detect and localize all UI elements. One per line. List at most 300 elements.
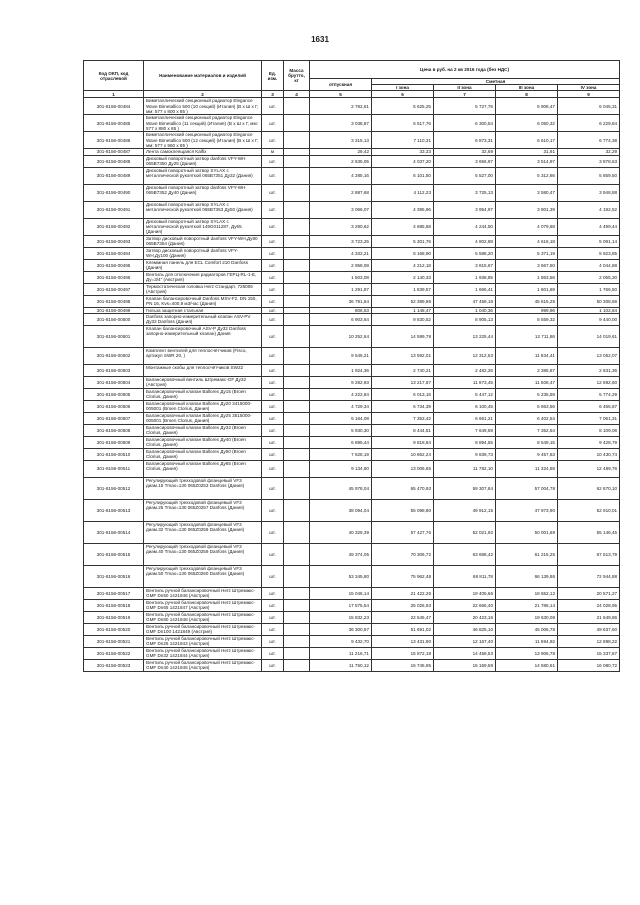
item-unit: шт.: [262, 259, 284, 271]
item-mass: [284, 448, 310, 460]
item-mass: [284, 565, 310, 587]
item-release-price: 2 887,68: [310, 184, 372, 201]
table-row: [84, 271, 620, 283]
item-zone-1-price: 51 691,02: [372, 623, 434, 635]
item-release-price: 3 066,07: [310, 201, 372, 218]
item-code: 301-8156-00496: [84, 271, 144, 283]
item-release-price: 3 290,62: [310, 218, 372, 235]
table-row: [84, 155, 620, 167]
item-code: 301-8156-00511: [84, 460, 144, 477]
item-zone-3-price: 47 973,90: [496, 499, 558, 521]
item-zone-4-price: 21 649,86: [558, 611, 620, 623]
item-zone-1-price: 9 830,52: [372, 313, 434, 325]
table-row: [84, 635, 620, 647]
item-zone-2-price: 4 802,88: [434, 235, 496, 247]
table-row: [84, 201, 620, 218]
item-zone-3-price: 57 004,78: [496, 477, 558, 499]
item-mass: [284, 388, 310, 400]
item-zone-1-price: 33,33: [372, 149, 434, 155]
item-release-price: 2 635,05: [310, 155, 372, 167]
item-zone-4-price: 6 045,31: [558, 98, 620, 115]
item-zone-2-price: 11 973,45: [434, 376, 496, 388]
item-zone-2-price: 3 815,67: [434, 259, 496, 271]
item-name: Регулирующий трехходовой фланцевый VF3 диам.50 Tmax=130 065Z0260 Danfoss (Дания): [144, 565, 262, 587]
item-code: 301-8156-00501: [84, 325, 144, 347]
item-mass: [284, 611, 310, 623]
item-name: Вентиль ручной балансировочный Herz Штремакс-GMF Dn65 1421847 (Австрия): [144, 599, 262, 611]
item-release-price: 2 958,08: [310, 259, 372, 271]
item-zone-4-price: 14 019,61: [558, 325, 620, 347]
item-zone-4-price: 5 859,50: [558, 167, 620, 184]
table-row: [84, 167, 620, 184]
item-zone-1-price: 1 839,57: [372, 283, 434, 295]
table-row: [84, 565, 620, 587]
item-mass: [284, 477, 310, 499]
item-mass: [284, 259, 310, 271]
item-mass: [284, 98, 310, 115]
item-name: Клапан балансировочный ASV-P Ду32 Danfoss запорно-измерительный клапан) Дания: [144, 325, 262, 347]
item-name: Дисковый поворотный затвор danfoss VFY-WH 065B7350 Ду25 (Дания): [144, 155, 262, 167]
item-zone-4-price: 4 499,44: [558, 218, 620, 235]
item-zone-1-price: 7 353,42: [372, 412, 434, 424]
table-row: [84, 400, 620, 412]
item-zone-4-price: 5 091,14: [558, 235, 620, 247]
item-mass: [284, 659, 310, 671]
item-zone-4-price: 6 774,38: [558, 132, 620, 149]
item-mass: [284, 635, 310, 647]
item-name: Дисковый поворотный затвор SYLAX с металлической рукояткой 065B7353 Ду50 (Дания): [144, 201, 262, 218]
item-zone-4-price: 3 878,63: [558, 155, 620, 167]
item-release-price: 11 750,12: [310, 659, 372, 671]
item-zone-1-price: 13 592,01: [372, 347, 434, 364]
header-mass: Масса брутто, кг: [284, 61, 310, 91]
item-code: 301-8156-00500: [84, 313, 144, 325]
item-unit: шт.: [262, 424, 284, 436]
item-code: 301-8156-00523: [84, 659, 144, 671]
item-code: 301-8156-00508: [84, 424, 144, 436]
item-zone-1-price: 22 545,47: [372, 611, 434, 623]
table-row: [84, 543, 620, 565]
item-code: 301-8156-00497: [84, 283, 144, 295]
item-mass: [284, 184, 310, 201]
item-mass: [284, 543, 310, 565]
table-row: [84, 283, 620, 295]
item-zone-3-price: 45 006,78: [496, 623, 558, 635]
item-name: Балансировочный клапан Ballorex Ду40 (Broen Clorius, Дания): [144, 436, 262, 448]
table-row: [84, 587, 620, 599]
item-zone-4-price: 1 102,84: [558, 307, 620, 313]
item-mass: [284, 412, 310, 424]
item-zone-1-price: 15 872,18: [372, 647, 434, 659]
item-zone-1-price: 2 140,33: [372, 271, 434, 283]
item-mass: [284, 436, 310, 448]
table-row: [84, 347, 620, 364]
item-zone-1-price: 55 098,80: [372, 499, 434, 521]
item-code: 301-8156-00517: [84, 587, 144, 599]
item-name: Клапан балансировочный Danfoss MSV-F2, DN 150, PN 16, Kvs=400,9 м3/час (Дания): [144, 295, 262, 307]
item-mass: [284, 155, 310, 167]
item-zone-4-price: 13 052,07: [558, 347, 620, 364]
item-unit: шт.: [262, 543, 284, 565]
item-mass: [284, 295, 310, 307]
item-release-price: 9 282,93: [310, 376, 372, 388]
item-zone-3-price: 5 312,66: [496, 167, 558, 184]
col-number: 2: [144, 91, 262, 98]
item-release-price: 38 094,04: [310, 499, 372, 521]
item-release-price: 10 252,64: [310, 325, 372, 347]
item-mass: [284, 347, 310, 364]
item-zone-3-price: 7 352,54: [496, 424, 558, 436]
item-release-price: 6 895,44: [310, 436, 372, 448]
item-name: Балансировочный клапан Ballorex Ду65 (Broen Clorius, Дания): [144, 460, 262, 477]
col-number: 8: [496, 91, 558, 98]
item-zone-3-price: 3 514,97: [496, 155, 558, 167]
item-release-price: 28,42: [310, 149, 372, 155]
item-code: 301-8156-00499: [84, 307, 144, 313]
item-unit: шт.: [262, 659, 284, 671]
table-row: [84, 424, 620, 436]
item-code: 301-8156-00491: [84, 201, 144, 218]
item-mass: [284, 235, 310, 247]
item-release-price: 53 345,80: [310, 565, 372, 587]
item-name: Регулирующий трехходовой фланцевый VF3 диам.32 Tmax=130 065Z0258 Danfoss (Дания): [144, 521, 262, 543]
item-name: Дисковый поворотный затвор SYLAX с металлической рукояткой 149G011287, Ду65 (Дания): [144, 218, 262, 235]
item-zone-3-price: 5 908,47: [496, 98, 558, 115]
item-zone-2-price: 49 912,15: [434, 499, 496, 521]
item-code: 301-8156-00522: [84, 647, 144, 659]
item-name: Дисковый поворотный затвор SYLAX с металлической рукояткой 065B7351 Ду32 (Дания): [144, 167, 262, 184]
item-zone-4-price: 7 061,31: [558, 412, 620, 424]
item-unit: шт.: [262, 623, 284, 635]
item-zone-4-price: 6 229,84: [558, 115, 620, 132]
table-row: [84, 115, 620, 132]
item-name: Комплект вентилей для теплосчётчиков (Fisco, артикул SWR 20, ): [144, 347, 262, 364]
item-zone-4-price: 15 337,67: [558, 647, 620, 659]
item-zone-4-price: 4 192,52: [558, 201, 620, 218]
item-zone-4-price: 5 923,85: [558, 247, 620, 259]
item-name: Регулирующий трехходовой фланцевый VF3 диам.40 Tmax=130 065Z0259 Danfoss (Дания): [144, 543, 262, 565]
item-zone-2-price: 63 688,42: [434, 543, 496, 565]
item-mass: [284, 376, 310, 388]
item-unit: шт.: [262, 247, 284, 259]
item-zone-4-price: 1 766,50: [558, 283, 620, 295]
item-zone-1-price: 9 818,84: [372, 436, 434, 448]
item-zone-4-price: 3 948,88: [558, 184, 620, 201]
item-release-price: 806,53: [310, 307, 372, 313]
item-code: 301-8156-00484: [84, 98, 144, 115]
item-release-price: 45 978,04: [310, 477, 372, 499]
item-zone-2-price: 3 954,97: [434, 201, 496, 218]
item-release-price: 1 503,08: [310, 271, 372, 283]
item-zone-4-price: 2 055,30: [558, 271, 620, 283]
item-code: 301-8156-00486: [84, 132, 144, 149]
item-zone-1-price: 5 301,76: [372, 235, 434, 247]
item-mass: [284, 218, 310, 235]
item-zone-4-price: 9 428,79: [558, 436, 620, 448]
item-zone-3-price: 21 786,14: [496, 599, 558, 611]
item-name: Биметаллический секционный радиатор Elegance Wave Bimetallico 500 (12 секций) (Италия) (В х Ш х Г, мм: 577 х 960 х 85 ): [144, 132, 262, 149]
item-zone-1-price: 1 148,47: [372, 307, 434, 313]
item-unit: шт.: [262, 499, 284, 521]
item-release-price: 3 038,87: [310, 115, 372, 132]
item-zone-4-price: 5 774,29: [558, 388, 620, 400]
table-row: [84, 184, 620, 201]
item-zone-4-price: 10 430,74: [558, 448, 620, 460]
item-code: 301-8156-00514: [84, 521, 144, 543]
item-unit: шт.: [262, 460, 284, 477]
table-row: [84, 364, 620, 376]
item-code: 301-8156-00512: [84, 477, 144, 499]
item-code: 301-8156-00504: [84, 376, 144, 388]
item-release-price: 3 723,25: [310, 235, 372, 247]
item-zone-1-price: 8 444,51: [372, 424, 434, 436]
item-unit: шт.: [262, 448, 284, 460]
item-unit: шт.: [262, 364, 284, 376]
item-code: 301-8156-00518: [84, 599, 144, 611]
table-row: [84, 499, 620, 521]
item-mass: [284, 364, 310, 376]
item-zone-3-price: 5 371,19: [496, 247, 558, 259]
item-name: Вентиль ручной балансировочный Herz Штремакс-GMF Dn40 1421845 (Австрия): [144, 659, 262, 671]
col-number: 4: [284, 91, 310, 98]
item-zone-4-price: 52 910,01: [558, 499, 620, 521]
item-unit: шт.: [262, 184, 284, 201]
item-zone-4-price: 8 109,06: [558, 424, 620, 436]
item-code: 301-8156-00485: [84, 115, 144, 132]
item-code: 301-8156-00513: [84, 499, 144, 521]
item-zone-1-price: 6 734,39: [372, 400, 434, 412]
item-release-price: 6 903,64: [310, 313, 372, 325]
item-zone-3-price: 9 457,63: [496, 448, 558, 460]
item-name: Затвор дисковый поворотный danfoss VFY-WH,Ду80 065B7354 (Дания): [144, 235, 262, 247]
item-unit: шт.: [262, 565, 284, 587]
item-zone-3-price: 12 711,86: [496, 325, 558, 347]
item-zone-3-price: 18 652,12: [496, 587, 558, 599]
item-release-price: 15 046,14: [310, 587, 372, 599]
item-zone-3-price: 5 235,59: [496, 388, 558, 400]
item-zone-1-price: 4 685,58: [372, 218, 434, 235]
item-zone-3-price: 11 508,47: [496, 376, 558, 388]
item-zone-3-price: 6 050,32: [496, 115, 558, 132]
item-zone-4-price: 4 044,88: [558, 259, 620, 271]
table-row: [84, 259, 620, 271]
item-zone-2-price: 11 782,10: [434, 460, 496, 477]
item-mass: [284, 283, 310, 295]
item-code: 301-8156-00498: [84, 295, 144, 307]
col-number: 9: [558, 91, 620, 98]
item-release-price: 4 729,34: [310, 400, 372, 412]
item-code: 301-8156-00507: [84, 412, 144, 424]
item-name: Вентиль ручной балансировочный Herz Штремакс-GMF Dn100 1421849 (Австрия): [144, 623, 262, 635]
table-row: [84, 98, 620, 115]
item-zone-2-price: 47 458,16: [434, 295, 496, 307]
item-mass: [284, 647, 310, 659]
item-code: 301-8156-00487: [84, 149, 144, 155]
item-code: 301-8156-00521: [84, 635, 144, 647]
item-unit: м: [262, 149, 284, 155]
item-release-price: 1 924,36: [310, 364, 372, 376]
item-zone-1-price: 6 101,50: [372, 167, 434, 184]
item-zone-3-price: 45 615,25: [496, 295, 558, 307]
item-release-price: 9 545,21: [310, 347, 372, 364]
item-zone-1-price: 10 862,24: [372, 448, 434, 460]
item-zone-2-price: 5 588,20: [434, 247, 496, 259]
item-zone-2-price: 20 423,16: [434, 611, 496, 623]
item-mass: [284, 201, 310, 218]
item-unit: шт.: [262, 295, 284, 307]
item-unit: шт.: [262, 235, 284, 247]
item-unit: шт.: [262, 635, 284, 647]
item-unit: шт.: [262, 155, 284, 167]
item-zone-4-price: 55 146,45: [558, 521, 620, 543]
item-unit: шт.: [262, 98, 284, 115]
item-release-price: 15 832,23: [310, 611, 372, 623]
item-zone-3-price: 3 801,39: [496, 201, 558, 218]
item-zone-3-price: 11 694,92: [496, 635, 558, 647]
item-name: Регулирующий трехходовой фланцевый VF3 диам.15 Tmax=130 065Z0253 Danfoss (Дания): [144, 477, 262, 499]
item-unit: шт.: [262, 647, 284, 659]
item-zone-3-price: 14 580,51: [496, 659, 558, 671]
item-zone-1-price: 25 026,93: [372, 599, 434, 611]
table-row: [84, 325, 620, 347]
header-unit: Ед. изм.: [262, 61, 284, 91]
item-mass: [284, 247, 310, 259]
table-row: [84, 376, 620, 388]
item-release-price: 4 222,84: [310, 388, 372, 400]
item-zone-1-price: 4 395,96: [372, 201, 434, 218]
item-zone-1-price: 4 112,23: [372, 184, 434, 201]
item-unit: шт.: [262, 283, 284, 295]
item-mass: [284, 424, 310, 436]
item-zone-3-price: 11 324,58: [496, 460, 558, 477]
item-name: Биметаллический секционный радиатор Elegance Wave Bimetallico 500 (10 секций) (Италия) (В х Ш х Г, мм: 577 х 800 х 85 ): [144, 98, 262, 115]
item-code: 301-8156-00515: [84, 543, 144, 565]
item-zone-4-price: 6 466,87: [558, 400, 620, 412]
table-row: [84, 436, 620, 448]
table-row: [84, 235, 620, 247]
item-code: 301-8156-00493: [84, 235, 144, 247]
item-zone-4-price: 49 637,60: [558, 623, 620, 635]
item-name: Балансировочный клапан Ballorex Ду32 (Broen Clorius, Дания): [144, 424, 262, 436]
item-release-price: 9 134,60: [310, 460, 372, 477]
header-code: Код ОКП, код отраслевой: [84, 61, 144, 91]
item-zone-2-price: 6 661,21: [434, 412, 496, 424]
item-unit: шт.: [262, 477, 284, 499]
item-zone-1-price: 57 427,76: [372, 521, 434, 543]
item-zone-4-price: 2 631,36: [558, 364, 620, 376]
item-release-price: 5 930,30: [310, 424, 372, 436]
item-unit: шт.: [262, 388, 284, 400]
item-release-price: 49 374,05: [310, 543, 372, 565]
table-row: [84, 247, 620, 259]
item-name: Биметаллический секционный радиатор Elegance Wave Bimetallico (11 секций) (Италия) (В х Ш х Г, мм: 577 х 880 х 85 ): [144, 115, 262, 132]
item-zone-1-price: 7 110,31: [372, 132, 434, 149]
item-zone-2-price: 59 307,84: [434, 477, 496, 499]
col-number: 6: [372, 91, 434, 98]
item-unit: шт.: [262, 325, 284, 347]
table-row: [84, 313, 620, 325]
item-zone-2-price: 32,69: [434, 149, 496, 155]
price-table: [83, 60, 620, 672]
table-body: [84, 98, 620, 671]
item-release-price: 1 291,87: [310, 283, 372, 295]
item-zone-2-price: 22 666,40: [434, 599, 496, 611]
item-mass: [284, 132, 310, 149]
item-zone-2-price: 12 312,53: [434, 347, 496, 364]
item-zone-2-price: 5 727,76: [434, 98, 496, 115]
item-zone-4-price: 9 440,00: [558, 313, 620, 325]
item-mass: [284, 271, 310, 283]
table-row: [84, 477, 620, 499]
item-zone-4-price: 32,29: [558, 149, 620, 155]
item-zone-1-price: 13 006,65: [372, 460, 434, 477]
item-code: 301-8156-00488: [84, 155, 144, 167]
table-row: [84, 623, 620, 635]
item-name: Вентиль ручной балансировочный Herz Штремакс-GMF Dn50 1421846 (Австрия): [144, 587, 262, 599]
item-zone-2-price: 6 873,31: [434, 132, 496, 149]
item-code: 301-8156-00519: [84, 611, 144, 623]
table-row: [84, 388, 620, 400]
item-zone-2-price: 12 167,40: [434, 635, 496, 647]
item-zone-3-price: 6 402,54: [496, 412, 558, 424]
item-zone-4-price: 72 944,88: [558, 565, 620, 587]
item-zone-1-price: 21 422,26: [372, 587, 434, 599]
item-zone-3-price: 8 549,15: [496, 436, 558, 448]
item-zone-4-price: 62 870,10: [558, 477, 620, 499]
item-unit: шт.: [262, 599, 284, 611]
item-zone-3-price: 11 834,41: [496, 347, 558, 364]
item-zone-3-price: 19 630,08: [496, 611, 558, 623]
item-unit: шт.: [262, 347, 284, 364]
item-name: Балансировочный вентиль Штремакс-GF Ду32 (Австрия): [144, 376, 262, 388]
item-unit: шт.: [262, 115, 284, 132]
item-name: Лента самоклеящаяся Kalfix: [144, 149, 262, 155]
table-row: [84, 611, 620, 623]
item-release-price: 11 216,71: [310, 647, 372, 659]
item-mass: [284, 499, 310, 521]
item-mass: [284, 521, 310, 543]
item-zone-1-price: 6 168,90: [372, 247, 434, 259]
item-zone-1-price: 52 389,86: [372, 295, 434, 307]
item-code: 301-8156-00516: [84, 565, 144, 587]
item-name: Вентиль для отключения радиаторов ГЕРЦ-RL-1-E, Ду=3/4" (Австрия): [144, 271, 262, 283]
col-number: 3: [262, 91, 284, 98]
item-name: Затвор дисковый поворотный danfoss VFY-WH,Ду100 (Дания): [144, 247, 262, 259]
item-zone-3-price: 4 616,18: [496, 235, 558, 247]
col-number: 5: [310, 91, 372, 98]
item-name: Вентиль ручной балансировочный Herz Штремакс-GMF Dn25 1421843 (Австрия): [144, 635, 262, 647]
item-name: Монтажные скобы для теплосчётчиков SW22: [144, 364, 262, 376]
item-zone-2-price: 52 021,92: [434, 521, 496, 543]
item-release-price: 40 329,39: [310, 521, 372, 543]
item-name: Балансировочный клапан Ballorex Ду20 3415000-005001 (Broen Clorius, Дания): [144, 400, 262, 412]
table-row: [84, 218, 620, 235]
item-zone-2-price: 15 169,58: [434, 659, 496, 671]
item-release-price: 7 628,19: [310, 448, 372, 460]
item-zone-1-price: 14 599,78: [372, 325, 434, 347]
item-name: Гильза защитная стальная: [144, 307, 262, 313]
item-name: Danfoss запорно-измерительный клапан ASV-PV Ду32 Danfoss (Дания): [144, 313, 262, 325]
item-name: Балансировочный клапан Ballorex Ду50 (Broen Clorius, Дания): [144, 448, 262, 460]
col-number: 1: [84, 91, 144, 98]
item-name: Клеммная панель для ECL Comfort 210 Danfoss (Дания): [144, 259, 262, 271]
item-zone-2-price: 19 405,66: [434, 587, 496, 599]
item-release-price: 5 164,08: [310, 412, 372, 424]
item-code: 301-8156-00505: [84, 388, 144, 400]
item-zone-1-price: 75 962,48: [372, 565, 434, 587]
item-zone-1-price: 13 217,87: [372, 376, 434, 388]
header-price-group: Цена в руб. на 2 кв 2016 года (без НДС): [310, 61, 620, 79]
